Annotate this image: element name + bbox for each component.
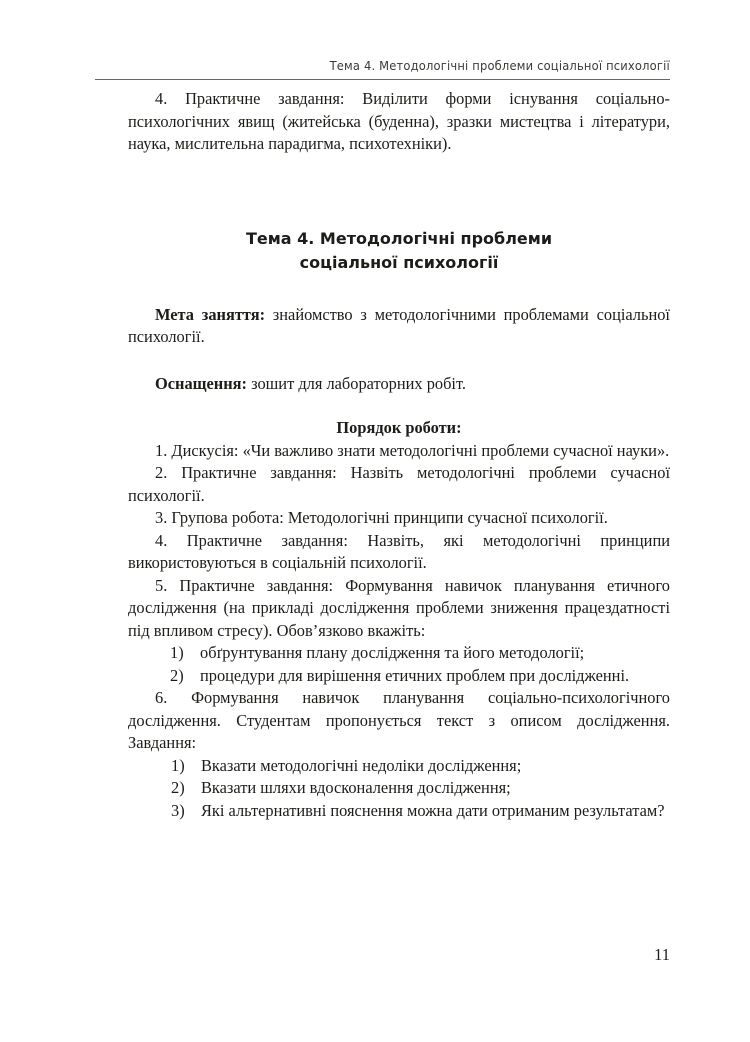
- list-item-number: 1): [171, 755, 185, 775]
- list-item: [128, 800, 670, 823]
- list-item: [128, 665, 670, 688]
- equipment-label: Оснащення:: [155, 373, 247, 393]
- header-rule: [95, 79, 670, 80]
- page-body: [128, 88, 670, 822]
- equipment-paragraph: [128, 373, 670, 396]
- list-item-text: процедури для вирішення етичних проблем при дослідженні.: [200, 665, 630, 685]
- page-number: 11: [654, 945, 670, 964]
- carryover-task: 4. Практичне завдання: Виділити форми існування соціально-психологічних явищ (житейська (буденна), зразки мистецтва і літератури, наука, мислительна парадигма, психотехніки).: [128, 89, 670, 153]
- list-item: [128, 642, 670, 665]
- item-6-sublist: [128, 755, 670, 823]
- running-header: Тема 4. Методологічні проблеми соціальної психології: [329, 58, 670, 73]
- order-item-4: 4. Практичне завдання: Назвіть, які методологічні принципи використовуються в соціальній психології.: [128, 530, 670, 572]
- list-item-text: Вказати шляхи вдосконалення дослідження;: [201, 778, 511, 797]
- order-item-1: 1. Дискусія: «Чи важливо знати методологічні проблеми сучасної науки».: [155, 440, 670, 460]
- list-item-number: 3): [171, 800, 185, 820]
- topic-title-line-2: соціальної психології: [299, 252, 499, 272]
- list-item-text: Вказати методологічні недоліки дослідження;: [201, 755, 522, 775]
- order-item-3: 3. Групова робота: Методологічні принципи сучасної психології.: [155, 508, 608, 527]
- topic-title: [128, 227, 670, 275]
- item-5-sublist: [128, 642, 670, 687]
- list-item: [128, 777, 670, 800]
- topic-title-line-1: Тема 4. Методологічні проблеми: [245, 228, 553, 248]
- list-item-text: Які альтернативні пояснення можна дати отриманим результатам?: [201, 800, 665, 820]
- order-item-5: 5. Практичне завдання: Формування навичок планування етичного дослідження (на прикладі дослідження проблеми зниження працездатності під впливом стресу). Обов’язково вкажіть:: [128, 575, 670, 640]
- goal-paragraph: [128, 304, 670, 349]
- order-item-6: 6. Формування навичок планування соціально-психологічного дослідження. Студентам пропонується текст з описом дослідження. Завдання:: [128, 688, 670, 752]
- equipment-text: зошит для лабораторних робіт.: [247, 373, 466, 393]
- order-item-2: 2. Практичне завдання: Назвіть методологічні проблеми сучасної психології.: [128, 463, 670, 505]
- list-item-text: обґрунтування плану дослідження та його методології;: [200, 643, 585, 662]
- goal-label: Мета заняття:: [155, 304, 266, 324]
- goal-text: знайомство з методологічними проблемами соціальної психології.: [128, 304, 670, 346]
- list-item-number: 2): [171, 778, 185, 797]
- order-title: Порядок роботи:: [336, 418, 462, 437]
- list-item-number: 2): [170, 665, 184, 685]
- list-item: [128, 755, 670, 778]
- list-item-number: 1): [170, 643, 184, 662]
